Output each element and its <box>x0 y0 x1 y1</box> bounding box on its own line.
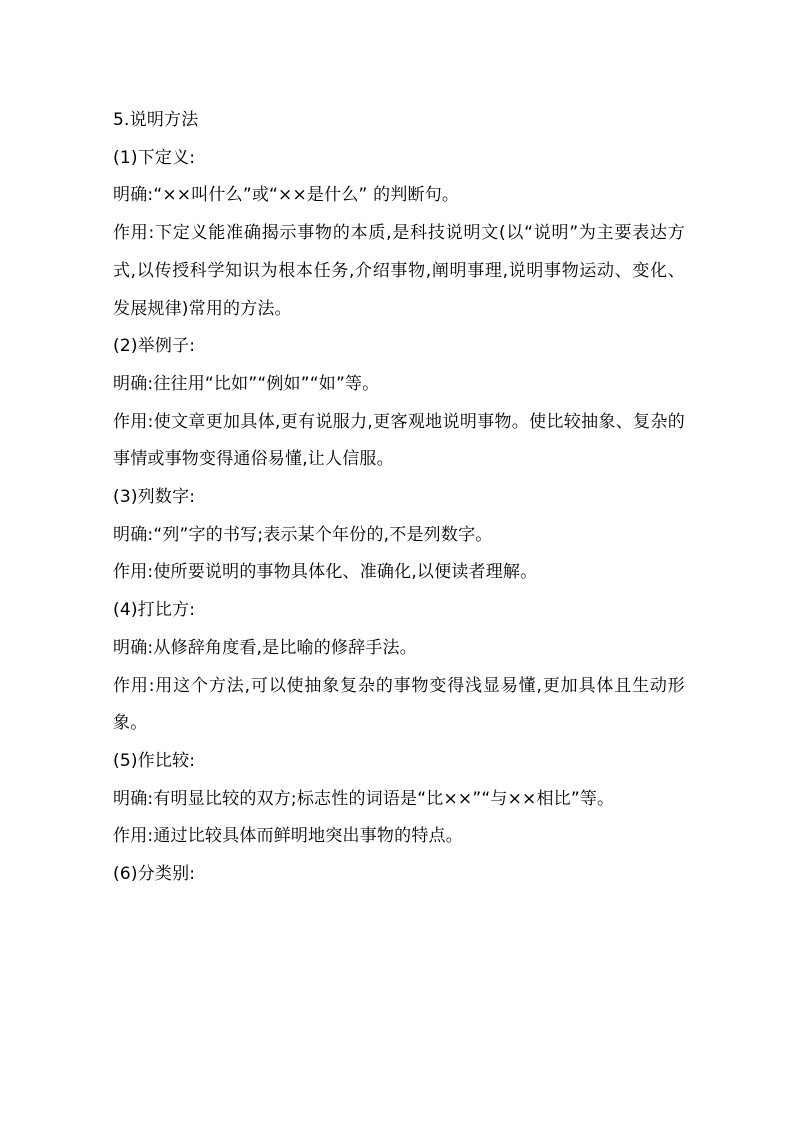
subheading-comparison: (5)作比较: <box>113 750 196 771</box>
section-heading: 5.说明方法 <box>113 110 199 130</box>
subheading-analogy: (4)打比方: <box>113 600 196 621</box>
analogy-function: 作用:用这个方法,可以使抽象复杂的事物变得浅显易懂,更加具体且生动形象。 <box>113 675 685 734</box>
comparison-function: 作用:通过比较具体而鲜明地突出事物的特点。 <box>113 826 463 847</box>
numbers-clarification: 明确:“列”字的书写;表示某个年份的,不是列数字。 <box>113 524 493 545</box>
examples-function: 作用:使文章更加具体,更有说服力,更客观地说明事物。使比较抽象、复杂的事情或事物变得通俗易懂,让人信服。 <box>113 411 685 470</box>
subheading-numbers: (3)列数字: <box>113 487 196 508</box>
definition-clarification: 明确:“××叫什么”或“××是什么” 的判断句。 <box>113 185 460 206</box>
definition-function: 作用:下定义能准确揭示事物的本质,是科技说明文(以“说明”为主要表达方式,以传授科学知识为根本任务,介绍事物,阐明事理,说明事物运动、变化、发展规律)常用的方法。 <box>113 223 685 319</box>
subheading-definition: (1)下定义: <box>113 147 196 168</box>
document-page <box>113 102 685 894</box>
numbers-function: 作用:使所要说明的事物具体化、准确化,以便读者理解。 <box>113 562 538 583</box>
subheading-classification: (6)分类别: <box>113 864 196 885</box>
analogy-clarification: 明确:从修辞角度看,是比喻的修辞手法。 <box>113 637 417 658</box>
examples-clarification: 明确:往往用“比如”“例如”“如”等。 <box>113 373 380 394</box>
comparison-clarification: 明确:有明显比较的双方;标志性的词语是“比××”“与××相比”等。 <box>113 788 615 809</box>
subheading-examples: (2)举例子: <box>113 336 196 357</box>
